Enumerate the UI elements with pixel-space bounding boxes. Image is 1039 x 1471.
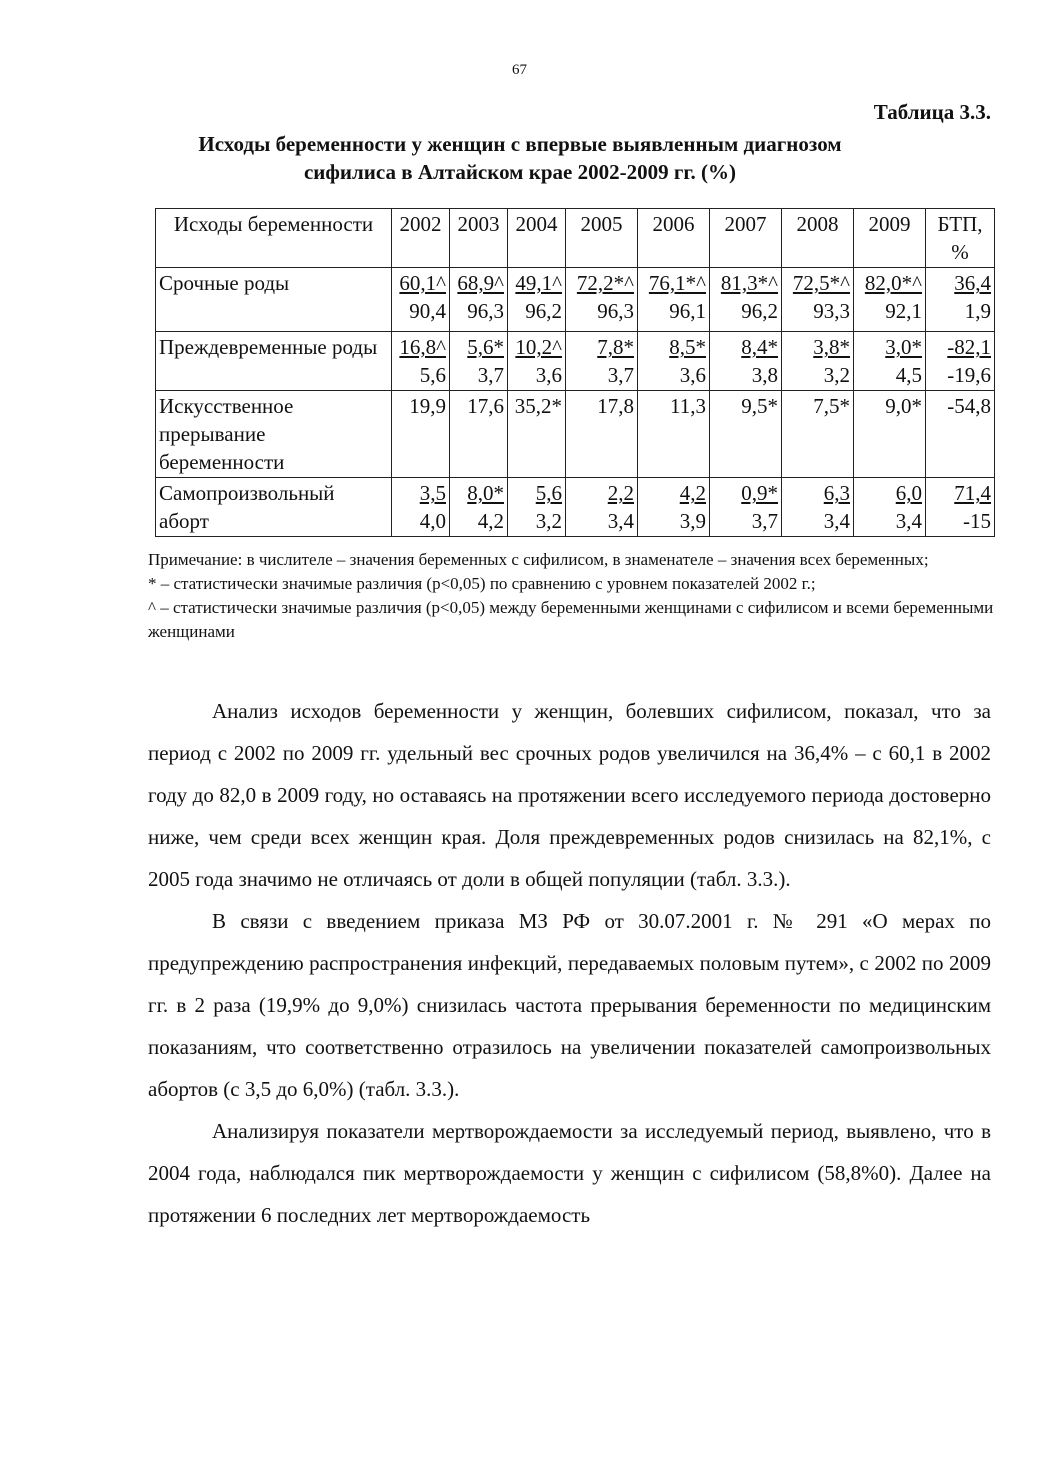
table-cell <box>392 268 450 332</box>
table-cell <box>450 478 508 537</box>
table-cell: 17,8 <box>566 391 638 478</box>
denominator-value: 3,4 <box>895 509 922 533</box>
page-number: 67 <box>512 62 527 78</box>
numerator-value: 81,3*^ <box>720 271 778 295</box>
table-cell <box>638 478 710 537</box>
row-label: Срочные роды <box>156 268 392 332</box>
table-row <box>156 478 995 537</box>
denominator-value: 4,5 <box>895 363 922 387</box>
table-row <box>156 268 995 332</box>
table-cell <box>926 478 995 537</box>
numerator-value: 72,5*^ <box>792 271 850 295</box>
numerator-value: 71,4 <box>954 481 991 505</box>
denominator-value: 96,2 <box>741 299 778 323</box>
table-header-row <box>156 209 995 268</box>
paragraph: В связи с введением приказа МЗ РФ от 30.07.2001 г. № 291 «О мерах по предупреждению распространения инфекций, передаваемых половым путем», с 2002 по 2009 гг. в 2 раза (19,9% до 9,0%) снизилась частота прерывания беременности по медицинским показаниям, что соответственно отразилось на увеличении показателей самопроизвольных абортов (с 3,5 до 6,0%) (табл. 3.3.). <box>148 909 991 1101</box>
column-header: БТП, % <box>926 209 995 268</box>
row-label: Преждевременные роды <box>156 332 392 391</box>
numerator-value: 6,0 <box>895 481 922 505</box>
column-header: 2007 <box>710 209 782 268</box>
paragraph: Анализируя показатели мертворождаемости за исследуемый период, выявлено, что в 2004 года, наблюдался пик мертворождаемости у женщин с сифилисом (58,8%0). Далее на протяжении 6 последних лет мертворождаемость <box>148 1119 991 1227</box>
paragraph: Анализ исходов беременности у женщин, болевших сифилисом, показал, что за период с 2002 по 2009 гг. удельный вес срочных родов увеличился на 36,4% – с 60,1 в 2002 году до 82,0 в 2009 году, но оставаясь на протяжении всего исследуемого периода достоверно ниже, чем среди всех женщин края. Доля преждевременных родов снизилась на 82,1%, с 2005 года значимо не отличаясь от доли в общей популяции (табл. 3.3.). <box>148 699 991 891</box>
numerator-value: 6,3 <box>823 481 850 505</box>
denominator-value: 3,9 <box>679 509 706 533</box>
numerator-value: 8,5* <box>669 335 706 359</box>
column-header: 2009 <box>854 209 926 268</box>
table-title-line2: сифилиса в Алтайском крае 2002-2009 гг. (%) <box>303 160 737 184</box>
table-notes <box>148 548 998 644</box>
denominator-value: 96,3 <box>597 299 634 323</box>
table-cell: -54,8 <box>926 391 995 478</box>
body-text <box>148 690 991 1236</box>
numerator-value: 60,1^ <box>399 271 446 295</box>
numerator-value: 3,8* <box>813 335 850 359</box>
denominator-value: 3,8 <box>751 363 778 387</box>
denominator-value: 3,6 <box>535 363 562 387</box>
numerator-value: 7,8* <box>597 335 634 359</box>
table-cell: 17,6 <box>450 391 508 478</box>
denominator-value: 3,7 <box>607 363 634 387</box>
denominator-value: 93,3 <box>813 299 850 323</box>
note-line: * – статистически значимые различия (р<0,05) по сравнению с уровнем показателей 2002 г.; <box>148 574 816 593</box>
numerator-value: 3,0* <box>885 335 922 359</box>
denominator-value: 3,2 <box>535 509 562 533</box>
denominator-value: 96,2 <box>525 299 562 323</box>
table-cell <box>508 332 566 391</box>
numerator-value: 5,6 <box>535 481 562 505</box>
denominator-value: 3,7 <box>477 363 504 387</box>
numerator-value: 76,1*^ <box>648 271 706 295</box>
column-header: 2004 <box>508 209 566 268</box>
table-cell <box>638 332 710 391</box>
denominator-value: -19,6 <box>947 363 991 387</box>
note-line: ^ – статистически значимые различия (р<0,05) между беременными женщинами с сифилисом и всеми беременными женщинами <box>148 598 994 641</box>
numerator-value: 72,2*^ <box>576 271 634 295</box>
table-cell: 11,3 <box>638 391 710 478</box>
denominator-value: 5,6 <box>419 363 446 387</box>
row-label: Самопроизвольный аборт <box>156 478 392 537</box>
denominator-value: 3,4 <box>607 509 634 533</box>
table-cell: 35,2* <box>508 391 566 478</box>
table-cell <box>854 268 926 332</box>
table-cell <box>782 268 854 332</box>
table-cell <box>710 478 782 537</box>
denominator-value: 4,2 <box>477 509 504 533</box>
table-cell <box>392 478 450 537</box>
numerator-value: 3,5 <box>419 481 446 505</box>
table-row <box>156 332 995 391</box>
numerator-value: 49,1^ <box>515 271 562 295</box>
numerator-value: 68,9^ <box>457 271 504 295</box>
numerator-value: 36,4 <box>954 271 991 295</box>
column-header: 2006 <box>638 209 710 268</box>
table-cell <box>782 332 854 391</box>
numerator-value: 2,2 <box>607 481 634 505</box>
table-cell <box>926 268 995 332</box>
denominator-value: 3,6 <box>679 363 706 387</box>
column-header: 2003 <box>450 209 508 268</box>
denominator-value: 3,4 <box>823 509 850 533</box>
column-header: 2002 <box>392 209 450 268</box>
denominator-value: -15 <box>963 509 991 533</box>
table-cell: 9,5* <box>710 391 782 478</box>
table-cell: 19,9 <box>392 391 450 478</box>
table-cell <box>782 478 854 537</box>
table-label: Таблица 3.3. <box>873 100 991 124</box>
table-cell <box>566 478 638 537</box>
denominator-value: 3,7 <box>751 509 778 533</box>
denominator-value: 3,2 <box>823 363 850 387</box>
denominator-value: 1,9 <box>964 299 991 323</box>
table-title <box>100 130 940 186</box>
table-cell <box>566 332 638 391</box>
note-line: Примечание: в числителе – значения беременных с сифилисом, в знаменателе – значения всех беременных; <box>148 550 929 569</box>
table-cell <box>710 332 782 391</box>
table-cell <box>450 332 508 391</box>
numerator-value: 8,0* <box>467 481 504 505</box>
denominator-value: 96,1 <box>669 299 706 323</box>
numerator-value: 10,2^ <box>515 335 562 359</box>
table-cell <box>638 268 710 332</box>
column-header: Исходы беременности <box>156 209 392 268</box>
table-cell <box>566 268 638 332</box>
numerator-value: 4,2 <box>679 481 706 505</box>
table-cell <box>508 268 566 332</box>
numerator-value: 82,0*^ <box>864 271 922 295</box>
denominator-value: 96,3 <box>467 299 504 323</box>
table-cell <box>854 478 926 537</box>
column-header: 2008 <box>782 209 854 268</box>
table-cell <box>710 268 782 332</box>
row-label: Искусственное прерывание беременности <box>156 391 392 478</box>
denominator-value: 92,1 <box>885 299 922 323</box>
table-cell <box>926 332 995 391</box>
table-title-line1: Исходы беременности у женщин с впервые выявленным диагнозом <box>198 132 842 156</box>
denominator-value: 4,0 <box>419 509 446 533</box>
table-row <box>156 391 995 478</box>
column-header: 2005 <box>566 209 638 268</box>
denominator-value: 90,4 <box>409 299 446 323</box>
outcomes-table <box>155 208 995 537</box>
table-cell <box>450 268 508 332</box>
numerator-value: 8,4* <box>741 335 778 359</box>
table-cell <box>392 332 450 391</box>
table-cell: 9,0* <box>854 391 926 478</box>
numerator-value: 5,6* <box>467 335 504 359</box>
table-cell <box>854 332 926 391</box>
numerator-value: -82,1 <box>947 335 991 359</box>
numerator-value: 16,8^ <box>399 335 446 359</box>
numerator-value: 0,9* <box>741 481 778 505</box>
table-cell <box>508 478 566 537</box>
table-cell: 7,5* <box>782 391 854 478</box>
